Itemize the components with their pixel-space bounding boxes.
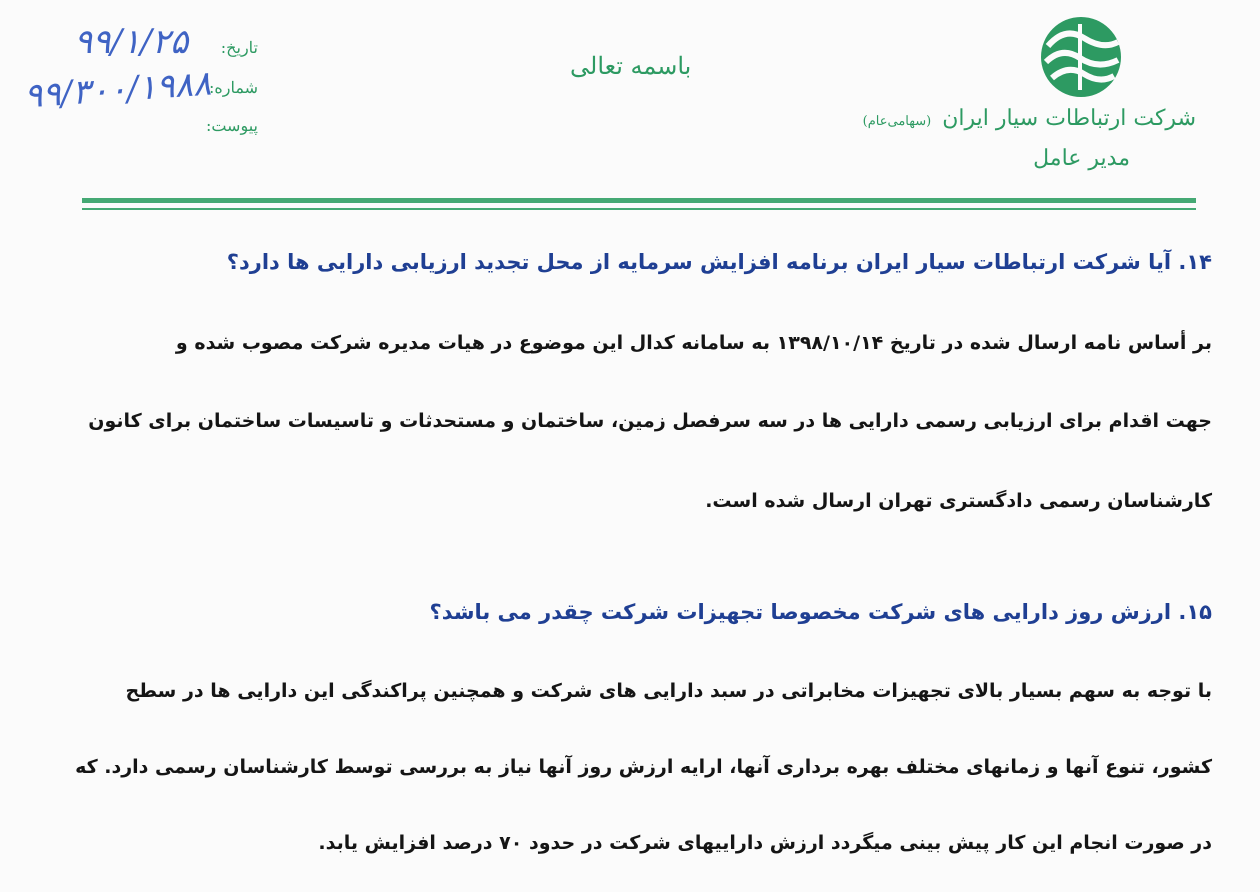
header-divider-thick: [82, 198, 1196, 203]
question-15: ۱۵. ارزش روز دارایی های شرکت مخصوصا تجهیزات شرکت چقدر می باشد؟: [429, 600, 1212, 624]
answer-14-line-3: کارشناسان رسمی دادگستری تهران ارسال شده است.: [705, 490, 1212, 512]
company-subtitle: (سهامی‌عام): [862, 114, 932, 129]
question-14: ۱۴. آیا شرکت ارتباطات سیار ایران برنامه افزایش سرمایه از محل تجدید ارزیابی دارایی ها دارد؟: [226, 250, 1212, 274]
answer-15-line-3: در صورت انجام این کار پیش بینی میگردد ارزش داراییهای شرکت در حدود ۷۰ درصد افزایش یابد.: [318, 832, 1212, 854]
attachment-label: پیوست:: [205, 116, 258, 135]
date-label: تاریخ:: [220, 38, 258, 57]
handwritten-date: ۹۹/۱/۲۵: [74, 22, 189, 62]
handwritten-number: ۹۹/۳۰۰/۱۹۸۸: [22, 63, 213, 117]
answer-15-line-1: با توجه به سهم بسیار بالای تجهیزات مخابراتی در سبد دارایی های شرکت و همچنین پراکندگی این دارایی ها در سطح: [125, 680, 1212, 702]
header-divider-thin: [82, 208, 1196, 210]
answer-15-line-2: کشور، تنوع آنها و زمانهای مختلف بهره برداری آنها، ارایه ارزش روز آنها نیاز به بررسی توسط کارشناسان رسمی دارد. که: [75, 756, 1212, 778]
company-logo: [1040, 16, 1122, 98]
answer-14-line-1: بر أساس نامه ارسال شده در تاریخ ۱۳۹۸/۱۰/۱۴ به سامانه کدال این موضوع در هیات مدیره شرکت مصوب شده و: [175, 332, 1212, 354]
ceo-title: مدیر عامل: [1033, 146, 1130, 171]
bismillah-heading: باسمه تعالی: [570, 52, 692, 80]
company-name: [863, 106, 1196, 131]
company-name-text: شرکت ارتباطات سیار ایران: [942, 106, 1196, 131]
number-label: شماره:: [208, 78, 258, 97]
answer-14-line-2: جهت اقدام برای ارزیابی رسمی دارایی ها در سه سرفصل زمین، ساختمان و مستحدثات و تاسیسات ساختمان برای کانون: [88, 410, 1212, 432]
